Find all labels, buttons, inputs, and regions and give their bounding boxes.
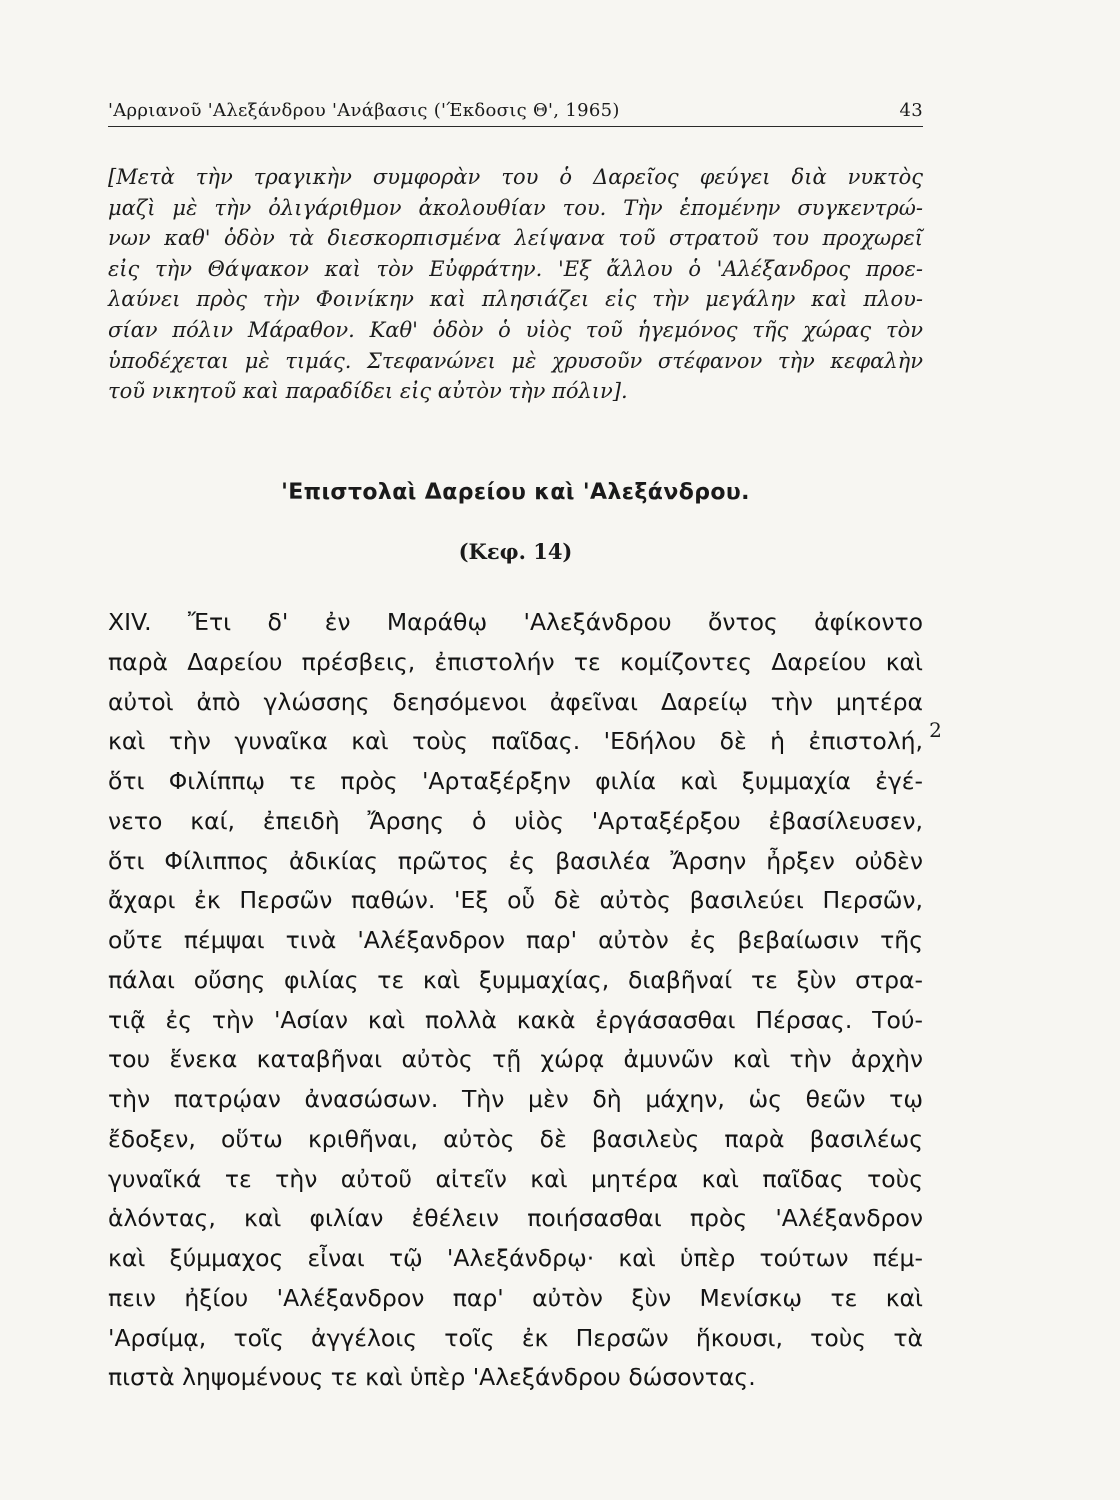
summary-line: νων καθ' ὁδὸν τὰ διεσκορπισμένα λείψανα τοῦ στρατοῦ του προχωρεῖ <box>108 226 923 251</box>
text-line: ὅτι Φίλιππος ἀδικίας πρῶτος ἐς βασιλέα Ἄρσην ἦρξεν οὐδὲν <box>108 846 923 875</box>
summary-line: [Μετὰ τὴν τραγικὴν συμφορὰν του ὁ Δαρεῖος φεύγει διὰ νυκτὸς <box>108 165 923 189</box>
text-line: νετο καί, ἐπειδὴ Ἄρσης ὁ υἱὸς 'Αρταξέρξου ἐβασίλευσεν, <box>108 806 923 835</box>
page-number: 43 <box>899 100 923 121</box>
summary-line: μαζὶ μὲ τὴν ὀλιγάριθμον ἀκολουθίαν του. Τὴν ἑπομένην συγκεντρώ- <box>108 195 923 220</box>
text-line: ἄχαρι ἐκ Περσῶν παθών. 'Εξ οὗ δὲ αὐτὸς βασιλεύει Περσῶν, <box>108 886 923 915</box>
text-line: ὅτι Φιλίππῳ τε πρὸς 'Αρταξέρξην φιλία καὶ ξυμμαχία ἐγέ- <box>108 767 923 795</box>
text-line: XIV. Ἔτι δ' ἐν Μαράθῳ 'Αλεξάνδρου ὄντος ἀφίκοντο <box>108 608 923 636</box>
running-header <box>108 96 923 127</box>
text-line: 'Αρσίμᾳ, τοῖς ἀγγέλοις τοῖς ἐκ Περσῶν ἥκουσι, τοὺς τὰ <box>108 1323 923 1352</box>
summary-line: λαύνει πρὸς τὴν Φοινίκην καὶ πλησιάζει εἰς τὴν μεγάλην καὶ πλου- <box>108 287 923 312</box>
text-line: ἁλόντας, καὶ φιλίαν ἐθέλειν ποιήσασθαι πρὸς 'Αλέξανδρον <box>108 1204 923 1233</box>
summary-line: σίαν πόλιν Μάραθον. Καθ' ὁδὸν ὁ υἱὸς τοῦ ἡγεμόνος τῆς χώρας τὸν <box>108 317 923 342</box>
summary-line: ὑποδέχεται μὲ τιμάς. Στεφανώνει μὲ χρυσοῦν στέφανον τὴν κεφαλὴν <box>108 348 923 373</box>
summary-line: τοῦ νικητοῦ καὶ παραδίδει εἰς αὐτὸν τὴν πόλιν]. <box>108 379 628 404</box>
text-line: αὐτοὶ ἀπὸ γλώσσης δεησόμενοι ἀφεῖναι Δαρείῳ τὴν μητέρα <box>108 687 923 716</box>
text-line: πειν ἠξίου 'Αλέξανδρον παρ' αὐτὸν ξὺν Μενίσκῳ τε καὶ <box>108 1283 923 1312</box>
main-text <box>108 603 923 1398</box>
running-title: 'Αρριανοῦ 'Αλεξάνδρου 'Ανάβασις ('Έκδοσις Θ', 1965) <box>108 100 620 121</box>
text-line: πάλαι οὔσης φιλίας τε καὶ ξυμμαχίας, διαβῆναί τε ξὺν στρα- <box>108 965 923 994</box>
summary-line: εἰς τὴν Θάψακον καὶ τὸν Εὐφράτην. 'Εξ ἄλλου ὁ 'Αλέξανδρος προε- <box>108 256 923 281</box>
book-page <box>108 0 923 1500</box>
text-line: του ἕνεκα καταβῆναι αὐτὸς τῇ χώρᾳ ἀμυνῶν καὶ τὴν ἀρχὴν <box>108 1045 923 1074</box>
chapter-reference: (Κεφ. 14) <box>458 539 573 564</box>
text-line: παρὰ Δαρείου πρέσβεις, ἐπιστολήν τε κομίζοντες Δαρείου καὶ <box>108 647 923 676</box>
text-line: τὴν πατρῴαν ἀνασώσων. Τὴν μὲν δὴ μάχην, ὡς θεῶν τῳ <box>108 1085 923 1113</box>
text-line: καὶ ξύμμαχος εἶναι τῷ 'Αλεξάνδρῳ· καὶ ὑπὲρ τούτων πέμ- <box>108 1244 923 1272</box>
text-line: πιστὰ ληψομένους τε καὶ ὑπὲρ 'Αλεξάνδρου δώσοντας. <box>108 1363 756 1392</box>
text-line: τιᾷ ἐς τὴν 'Ασίαν καὶ πολλὰ κακὰ ἐργάσασθαι Πέρσας. Τού- <box>108 1005 923 1034</box>
section-margin-number: 2 <box>929 718 942 742</box>
text-line: ἔδοξεν, οὕτω κριθῆναι, αὐτὸς δὲ βασιλεὺς παρὰ βασιλέως <box>108 1124 923 1153</box>
section-heading: 'Επιστολαὶ Δαρείου καὶ 'Αλεξάνδρου. <box>281 480 750 505</box>
text-line: οὔτε πέμψαι τινὰ 'Αλέξανδρον παρ' αὐτὸν ἐς βεβαίωσιν τῆς <box>108 926 923 954</box>
text-line: γυναῖκά τε τὴν αὐτοῦ αἰτεῖν καὶ μητέρα καὶ παῖδας τοὺς <box>108 1164 923 1193</box>
chapter-summary <box>108 162 923 407</box>
text-line: καὶ τὴν γυναῖκα καὶ τοὺς παῖδας. 'Εδήλου δὲ ἡ ἐπιστολή, <box>108 727 923 756</box>
